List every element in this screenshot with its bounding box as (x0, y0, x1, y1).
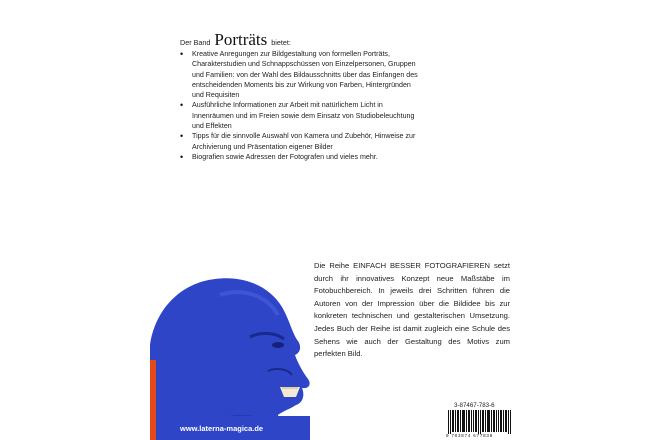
book-title: Porträts (214, 30, 268, 49)
feature-item: • Kreative Anregungen zur Bildgestaltung von formellen Porträts, Charakterstudien und Schnappschüssen von Einzelpersonen, Gruppen und Familien: von der Wahl des Bildausschnitts über das Einfangen des entscheidenden Moments bis zur Wirkung von Farben, Hintergründen und Requisiten (180, 49, 420, 100)
feature-item: • Ausführliche Informationen zur Arbeit mit natürlichem Licht in Innenräumen und im Freien sowie dem Einsatz von Studiobeleuchtung und Effekten (180, 100, 420, 131)
publisher-url[interactable]: www.laterna-magica.de (180, 424, 264, 433)
intro-prefix: Der Band (180, 38, 211, 47)
book-back-cover (150, 0, 520, 440)
feature-item: • Tipps für die sinnvolle Auswahl von Kamera und Zubehör, Hinweise zur Archivierung und Präsentation eigener Bilder (180, 131, 420, 152)
feature-list (180, 49, 420, 162)
feature-item: • Biografien sowie Adressen der Fotografen und vieles mehr. (180, 152, 420, 162)
series-description: Die Reihe EINFACH BESSER FOTOGRAFIEREN setzt durch ihr innovatives Konzept neue Maßstäbe im Fotobuchbereich. In jeweils drei Schritten führen die Autoren von der Impression über die Bildidee bis zur konkreten technischen und gestalterischen Umsetzung. Jedes Buch der Reihe ist damit zugleich eine Schule des Sehens wie auch der Gestaltung des Motivs zum perfekten Bild. (314, 261, 510, 359)
intro-line (180, 30, 291, 50)
barcode (446, 410, 514, 434)
isbn: 3-87467-783-6 (454, 402, 495, 409)
barcode-number: 9 783874 677838 (446, 433, 494, 438)
intro-suffix: bietet: (271, 38, 291, 47)
